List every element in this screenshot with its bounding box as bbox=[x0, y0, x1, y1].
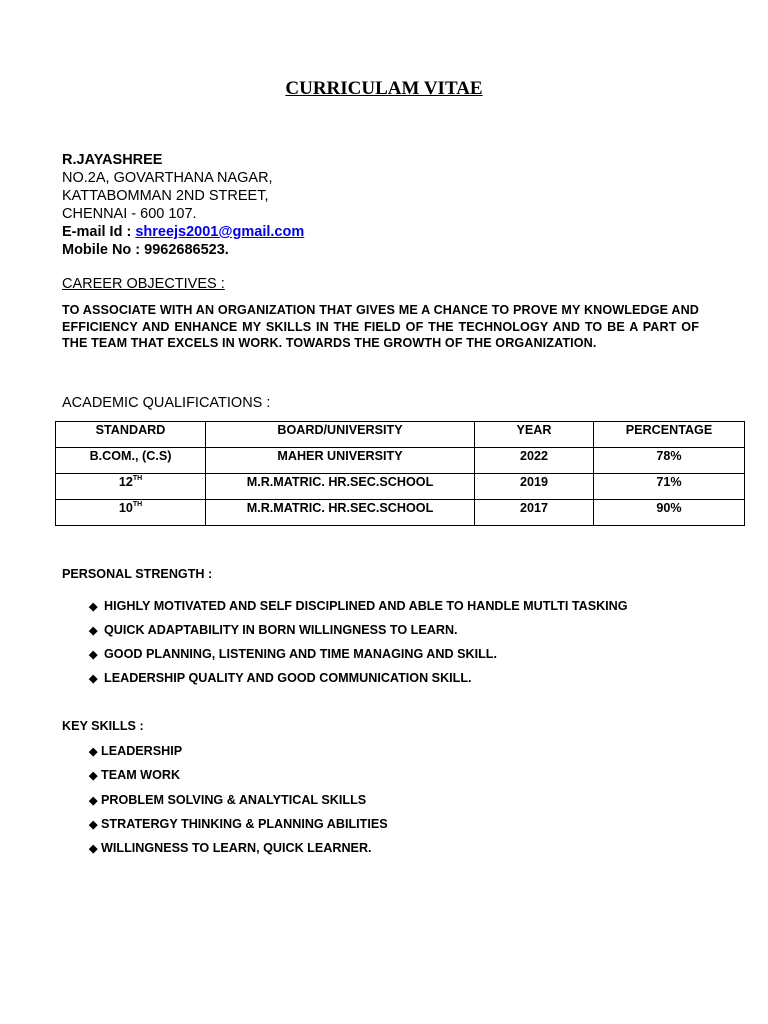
cell-standard: 10TH bbox=[56, 500, 206, 526]
cell-board: MAHER UNIVERSITY bbox=[206, 448, 475, 474]
header-percentage: PERCENTAGE bbox=[594, 422, 745, 448]
diamond-bullet-icon: ◆ bbox=[89, 625, 98, 637]
key-skills-heading: KEY SKILLS : bbox=[62, 719, 144, 733]
academic-qualifications-table bbox=[55, 421, 745, 526]
cell-board: M.R.MATRIC. HR.SEC.SCHOOL bbox=[206, 500, 475, 526]
diamond-bullet-icon: ◆ bbox=[89, 818, 98, 831]
academic-qualifications-heading: ACADEMIC QUALIFICATIONS : bbox=[62, 395, 271, 411]
list-item: ◆ HIGHLY MOTIVATED AND SELF DISCIPLINED AND ABLE TO HANDLE MUTLTI TASKING bbox=[89, 597, 628, 621]
header-year: YEAR bbox=[475, 422, 594, 448]
cell-year: 2017 bbox=[475, 500, 594, 526]
address-line-1: NO.2A, GOVARTHANA NAGAR, bbox=[62, 170, 273, 186]
document-title: CURRICULAM VITAE bbox=[285, 78, 483, 99]
header-board-university: BOARD/UNIVERSITY bbox=[206, 422, 475, 448]
cell-year: 2022 bbox=[475, 448, 594, 474]
contact-block bbox=[62, 151, 304, 259]
personal-strength-list bbox=[89, 597, 628, 693]
mobile-number: Mobile No : 9962686523. bbox=[62, 242, 229, 258]
cell-board: M.R.MATRIC. HR.SEC.SCHOOL bbox=[206, 474, 475, 500]
list-item: ◆ QUICK ADAPTABILITY IN BORN WILLINGNESS TO LEARN. bbox=[89, 621, 628, 645]
cell-percentage: 78% bbox=[594, 448, 745, 474]
table-row bbox=[56, 474, 745, 500]
cell-percentage: 71% bbox=[594, 474, 745, 500]
list-item: ◆ STRATERGY THINKING & PLANNING ABILITIES bbox=[89, 815, 388, 839]
header-standard: STANDARD bbox=[56, 422, 206, 448]
table-row bbox=[56, 500, 745, 526]
key-skills-list bbox=[89, 742, 388, 863]
diamond-bullet-icon: ◆ bbox=[89, 770, 98, 783]
list-item: ◆ WILLINGNESS TO LEARN, QUICK LEARNER. bbox=[89, 839, 388, 863]
list-item: ◆ PROBLEM SOLVING & ANALYTICAL SKILLS bbox=[89, 791, 388, 815]
personal-strength-heading: PERSONAL STRENGTH : bbox=[62, 567, 213, 581]
applicant-name: R.JAYASHREE bbox=[62, 152, 163, 168]
email-link[interactable]: shreejs2001@gmail.com bbox=[135, 224, 305, 240]
list-item: ◆ GOOD PLANNING, LISTENING AND TIME MANAGING AND SKILL. bbox=[89, 645, 628, 669]
diamond-bullet-icon: ◆ bbox=[89, 843, 98, 856]
address-line-2: KATTABOMMAN 2ND STREET, bbox=[62, 188, 269, 204]
career-objectives-heading: CAREER OBJECTIVES : bbox=[62, 276, 225, 292]
list-item: ◆ TEAM WORK bbox=[89, 766, 388, 790]
diamond-bullet-icon: ◆ bbox=[89, 649, 98, 661]
cell-year: 2019 bbox=[475, 474, 594, 500]
cell-standard: B.COM., (C.S) bbox=[56, 448, 206, 474]
table-row bbox=[56, 448, 745, 474]
diamond-bullet-icon: ◆ bbox=[89, 746, 98, 758]
list-item: ◆ LEADERSHIP QUALITY AND GOOD COMMUNICATION SKILL. bbox=[89, 669, 628, 693]
diamond-bullet-icon: ◆ bbox=[89, 673, 98, 685]
list-item: ◆ LEADERSHIP bbox=[89, 742, 388, 766]
diamond-bullet-icon: ◆ bbox=[89, 794, 98, 807]
cell-percentage: 90% bbox=[594, 500, 745, 526]
address-line-3: CHENNAI - 600 107. bbox=[62, 206, 197, 222]
career-objectives-text: TO ASSOCIATE WITH AN ORGANIZATION THAT GIVES ME A CHANCE TO PROVE MY KNOWLEDGE AND EFFICIENCY AND ENHANCE MY SKILLS IN THE FIELD OF THE TECHNOLOGY AND TO BE A PART OF THE TEAM THAT EXCELS IN WORK. TOWARDS THE GROWTH OF THE ORGANIZATION. bbox=[62, 303, 699, 351]
email-row bbox=[62, 223, 304, 241]
email-label: E-mail Id : bbox=[62, 224, 136, 240]
cell-standard: 12TH bbox=[56, 474, 206, 500]
diamond-bullet-icon: ◆ bbox=[89, 601, 98, 613]
table-header-row bbox=[56, 422, 745, 448]
